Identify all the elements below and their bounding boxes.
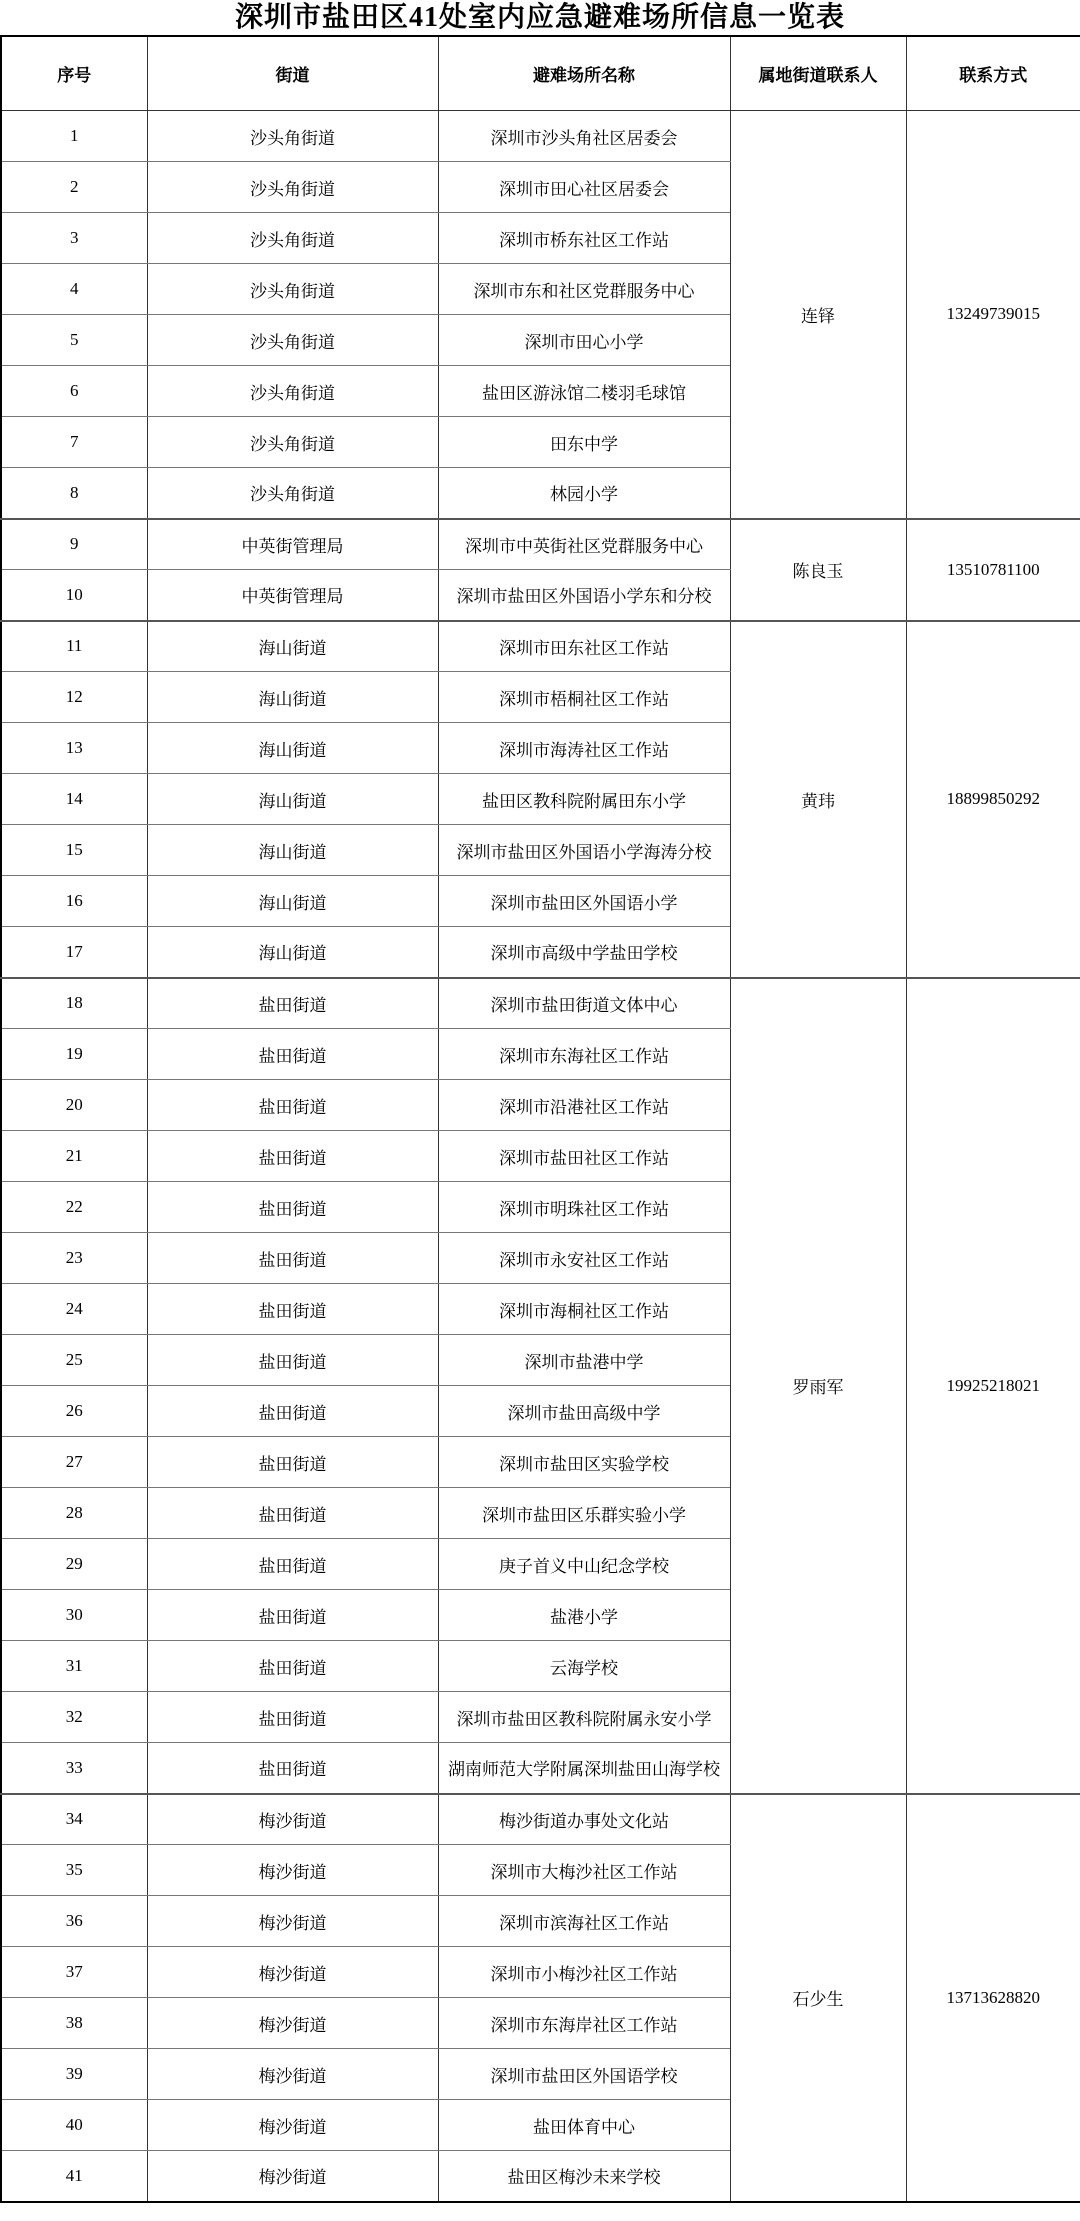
shelter-name-cell: 深圳市盐田区外国语小学东和分校 [438, 570, 730, 621]
street-cell: 梅沙街道 [147, 1794, 438, 1845]
shelter-name-cell: 深圳市盐田社区工作站 [438, 1131, 730, 1182]
shelter-name-cell: 深圳市田东社区工作站 [438, 621, 730, 672]
column-header-shelter-name: 避难场所名称 [438, 36, 730, 111]
column-header-street: 街道 [147, 36, 438, 111]
row-number-cell: 40 [1, 2100, 147, 2151]
street-cell: 盐田街道 [147, 1284, 438, 1335]
row-number-cell: 36 [1, 1896, 147, 1947]
shelter-name-cell: 深圳市小梅沙社区工作站 [438, 1947, 730, 1998]
shelter-name-cell: 深圳市东海岸社区工作站 [438, 1998, 730, 2049]
shelter-name-cell: 盐田区梅沙未来学校 [438, 2151, 730, 2202]
column-header-number: 序号 [1, 36, 147, 111]
shelter-name-cell: 湖南师范大学附属深圳盐田山海学校 [438, 1743, 730, 1794]
shelter-table-body [1, 111, 1080, 2202]
contact-phone-cell: 13713628820 [906, 1794, 1080, 2202]
shelter-name-cell: 深圳市大梅沙社区工作站 [438, 1845, 730, 1896]
street-cell: 盐田街道 [147, 1182, 438, 1233]
column-header-contact-person: 属地街道联系人 [730, 36, 906, 111]
row-number-cell: 2 [1, 162, 147, 213]
shelter-name-cell: 深圳市桥东社区工作站 [438, 213, 730, 264]
contact-person-cell: 黄玮 [730, 621, 906, 978]
street-cell: 沙头角街道 [147, 111, 438, 162]
row-number-cell: 5 [1, 315, 147, 366]
shelter-name-cell: 深圳市盐田区乐群实验小学 [438, 1488, 730, 1539]
street-cell: 海山街道 [147, 927, 438, 978]
shelter-name-cell: 云海学校 [438, 1641, 730, 1692]
row-number-cell: 4 [1, 264, 147, 315]
street-cell: 盐田街道 [147, 1437, 438, 1488]
street-cell: 盐田街道 [147, 1029, 438, 1080]
shelter-table [0, 35, 1080, 2203]
shelter-name-cell: 深圳市海涛社区工作站 [438, 723, 730, 774]
row-number-cell: 7 [1, 417, 147, 468]
street-cell: 盐田街道 [147, 1590, 438, 1641]
street-cell: 梅沙街道 [147, 1998, 438, 2049]
street-cell: 盐田街道 [147, 1743, 438, 1794]
row-number-cell: 15 [1, 825, 147, 876]
street-cell: 沙头角街道 [147, 315, 438, 366]
row-number-cell: 18 [1, 978, 147, 1029]
row-number-cell: 30 [1, 1590, 147, 1641]
contact-person-cell: 石少生 [730, 1794, 906, 2202]
shelter-name-cell: 深圳市永安社区工作站 [438, 1233, 730, 1284]
row-number-cell: 39 [1, 2049, 147, 2100]
shelter-name-cell: 深圳市田心小学 [438, 315, 730, 366]
street-cell: 盐田街道 [147, 1080, 438, 1131]
row-number-cell: 17 [1, 927, 147, 978]
row-number-cell: 32 [1, 1692, 147, 1743]
shelter-name-cell: 深圳市东和社区党群服务中心 [438, 264, 730, 315]
shelter-name-cell: 深圳市东海社区工作站 [438, 1029, 730, 1080]
street-cell: 盐田街道 [147, 1641, 438, 1692]
shelter-name-cell: 盐田区教科院附属田东小学 [438, 774, 730, 825]
street-cell: 海山街道 [147, 876, 438, 927]
shelter-name-cell: 深圳市梧桐社区工作站 [438, 672, 730, 723]
contact-phone-cell: 18899850292 [906, 621, 1080, 978]
street-cell: 沙头角街道 [147, 162, 438, 213]
page-title: 深圳市盐田区41处室内应急避难场所信息一览表 [234, 2, 845, 33]
row-number-cell: 10 [1, 570, 147, 621]
street-cell: 梅沙街道 [147, 2100, 438, 2151]
contact-person-cell: 陈良玉 [730, 519, 906, 621]
row-number-cell: 28 [1, 1488, 147, 1539]
contact-phone-cell: 13510781100 [906, 519, 1080, 621]
shelter-name-cell: 深圳市盐田区外国语小学海涛分校 [438, 825, 730, 876]
row-number-cell: 34 [1, 1794, 147, 1845]
row-number-cell: 37 [1, 1947, 147, 1998]
row-number-cell: 6 [1, 366, 147, 417]
street-cell: 海山街道 [147, 774, 438, 825]
shelter-name-cell: 深圳市田心社区居委会 [438, 162, 730, 213]
shelter-name-cell: 梅沙街道办事处文化站 [438, 1794, 730, 1845]
shelter-name-cell: 深圳市盐田高级中学 [438, 1386, 730, 1437]
shelter-name-cell: 田东中学 [438, 417, 730, 468]
shelter-name-cell: 盐田区游泳馆二楼羽毛球馆 [438, 366, 730, 417]
street-cell: 中英街管理局 [147, 519, 438, 570]
street-cell: 梅沙街道 [147, 2049, 438, 2100]
street-cell: 海山街道 [147, 825, 438, 876]
row-number-cell: 19 [1, 1029, 147, 1080]
street-cell: 梅沙街道 [147, 1845, 438, 1896]
row-number-cell: 3 [1, 213, 147, 264]
street-cell: 沙头角街道 [147, 417, 438, 468]
row-number-cell: 22 [1, 1182, 147, 1233]
street-cell: 海山街道 [147, 723, 438, 774]
table-row [1, 978, 1080, 1029]
street-cell: 沙头角街道 [147, 366, 438, 417]
row-number-cell: 21 [1, 1131, 147, 1182]
shelter-name-cell: 深圳市中英街社区党群服务中心 [438, 519, 730, 570]
row-number-cell: 35 [1, 1845, 147, 1896]
row-number-cell: 16 [1, 876, 147, 927]
street-cell: 盐田街道 [147, 1131, 438, 1182]
shelter-name-cell: 深圳市明珠社区工作站 [438, 1182, 730, 1233]
street-cell: 梅沙街道 [147, 1896, 438, 1947]
column-header-contact-phone: 联系方式 [906, 36, 1080, 111]
row-number-cell: 1 [1, 111, 147, 162]
shelter-name-cell: 深圳市盐田区外国语小学 [438, 876, 730, 927]
row-number-cell: 24 [1, 1284, 147, 1335]
row-number-cell: 33 [1, 1743, 147, 1794]
street-cell: 盐田街道 [147, 1488, 438, 1539]
row-number-cell: 31 [1, 1641, 147, 1692]
row-number-cell: 12 [1, 672, 147, 723]
shelter-name-cell: 庚子首义中山纪念学校 [438, 1539, 730, 1590]
street-cell: 梅沙街道 [147, 2151, 438, 2202]
shelter-name-cell: 深圳市海桐社区工作站 [438, 1284, 730, 1335]
shelter-name-cell: 深圳市盐田区实验学校 [438, 1437, 730, 1488]
row-number-cell: 25 [1, 1335, 147, 1386]
row-number-cell: 23 [1, 1233, 147, 1284]
contact-phone-cell: 13249739015 [906, 111, 1080, 519]
contact-phone-cell: 19925218021 [906, 978, 1080, 1794]
shelter-name-cell: 深圳市盐港中学 [438, 1335, 730, 1386]
row-number-cell: 38 [1, 1998, 147, 2049]
table-row [1, 519, 1080, 570]
shelter-name-cell: 深圳市沙头角社区居委会 [438, 111, 730, 162]
row-number-cell: 20 [1, 1080, 147, 1131]
street-cell: 盐田街道 [147, 1539, 438, 1590]
shelter-name-cell: 深圳市滨海社区工作站 [438, 1896, 730, 1947]
shelter-name-cell: 深圳市盐田街道文体中心 [438, 978, 730, 1029]
table-row [1, 1794, 1080, 1845]
row-number-cell: 11 [1, 621, 147, 672]
street-cell: 海山街道 [147, 621, 438, 672]
header-row [1, 36, 1080, 111]
shelter-name-cell: 深圳市盐田区外国语学校 [438, 2049, 730, 2100]
contact-person-cell: 连铎 [730, 111, 906, 519]
table-header [1, 36, 1080, 111]
street-cell: 沙头角街道 [147, 213, 438, 264]
street-cell: 海山街道 [147, 672, 438, 723]
shelter-name-cell: 深圳市高级中学盐田学校 [438, 927, 730, 978]
table-row [1, 621, 1080, 672]
street-cell: 盐田街道 [147, 1692, 438, 1743]
row-number-cell: 41 [1, 2151, 147, 2202]
street-cell: 盐田街道 [147, 1335, 438, 1386]
street-cell: 中英街管理局 [147, 570, 438, 621]
shelter-name-cell: 盐田体育中心 [438, 2100, 730, 2151]
row-number-cell: 8 [1, 468, 147, 519]
row-number-cell: 13 [1, 723, 147, 774]
street-cell: 梅沙街道 [147, 1947, 438, 1998]
table-row [1, 111, 1080, 162]
street-cell: 盐田街道 [147, 978, 438, 1029]
row-number-cell: 26 [1, 1386, 147, 1437]
shelter-name-cell: 深圳市盐田区教科院附属永安小学 [438, 1692, 730, 1743]
street-cell: 沙头角街道 [147, 264, 438, 315]
row-number-cell: 29 [1, 1539, 147, 1590]
street-cell: 盐田街道 [147, 1233, 438, 1284]
shelter-name-cell: 林园小学 [438, 468, 730, 519]
shelter-name-cell: 深圳市沿港社区工作站 [438, 1080, 730, 1131]
row-number-cell: 9 [1, 519, 147, 570]
street-cell: 沙头角街道 [147, 468, 438, 519]
street-cell: 盐田街道 [147, 1386, 438, 1437]
shelter-name-cell: 盐港小学 [438, 1590, 730, 1641]
contact-person-cell: 罗雨军 [730, 978, 906, 1794]
row-number-cell: 27 [1, 1437, 147, 1488]
row-number-cell: 14 [1, 774, 147, 825]
